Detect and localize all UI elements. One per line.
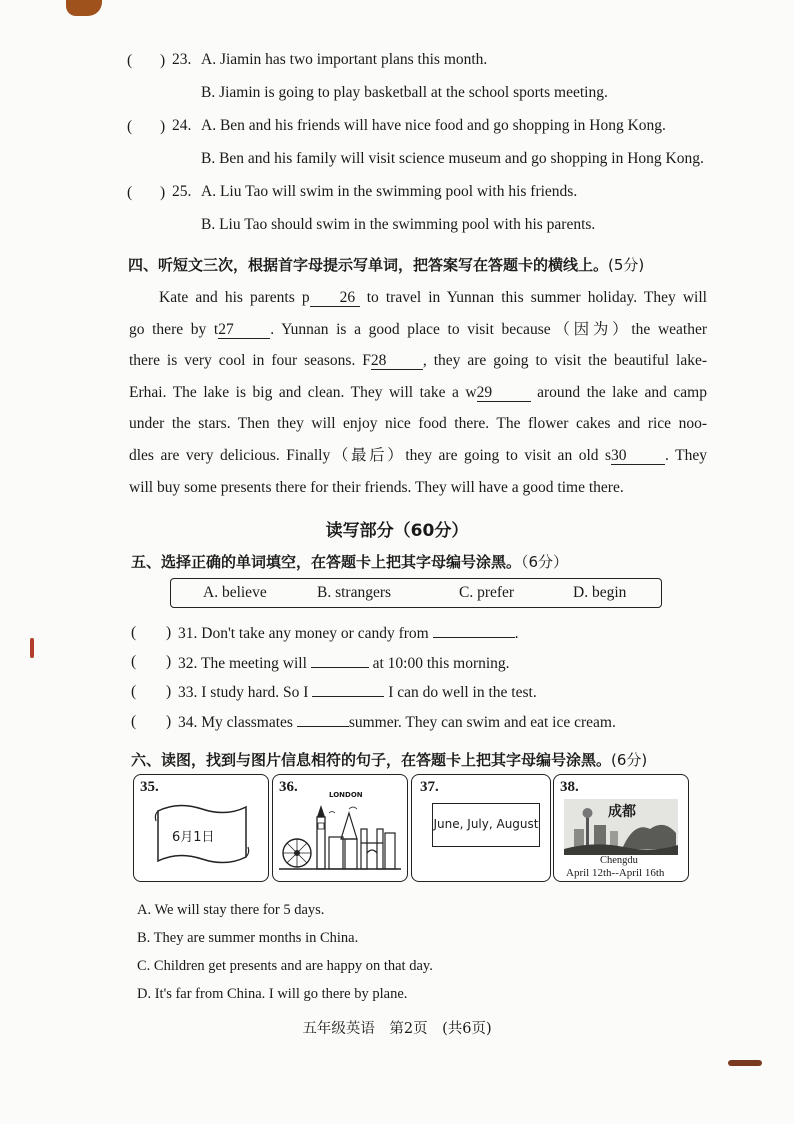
picture-number: 35.	[140, 779, 159, 795]
passage-line: go there by t27 . Yunnan is a good place to visit because（因为）the weather	[129, 320, 707, 338]
passage-line: Kate and his parents p 26 to travel in Yunnan this summer holiday. They will	[159, 289, 707, 306]
section-five-title	[131, 551, 568, 572]
passage-line: will buy some presents there for their friends. They will have a good time there.	[129, 478, 624, 496]
months-box: June, July, August	[432, 803, 540, 847]
answer-paren-close: )	[166, 624, 172, 641]
answer-paren-close: )	[160, 52, 166, 69]
part-title: 读写部分（60分）	[325, 521, 469, 541]
section-points: （6分）	[521, 553, 569, 571]
option-d: D. It's far from China. I will go there by plane.	[137, 986, 408, 1002]
passage-line: Erhai. The lake is big and clean. They will take a w29 around the lake and camp	[129, 383, 707, 401]
section-points: (6分)	[611, 751, 648, 769]
answer-paren[interactable]: (	[127, 184, 133, 201]
blank-28[interactable]: 28	[371, 352, 423, 370]
answer-paren[interactable]: (	[131, 624, 137, 641]
picture-35	[133, 774, 269, 882]
question-32: 32. The meeting will at 10:00 this morning.	[178, 655, 510, 672]
question-34: 34. My classmates summer. They can swim and eat ice cream.	[178, 714, 616, 731]
picture-36	[272, 774, 408, 882]
answer-paren[interactable]: (	[131, 683, 137, 700]
blank-27[interactable]: 27	[218, 321, 270, 339]
word-option: B. strangers	[317, 584, 392, 601]
option-a: A. We will stay there for 5 days.	[137, 902, 325, 918]
picture-number: 38.	[560, 779, 579, 795]
answer-line[interactable]	[311, 653, 369, 668]
answer-paren-close: )	[166, 653, 172, 670]
option-a: A. Liu Tao will swim in the swimming pool with his friends.	[201, 183, 578, 200]
section-title-text: 六、读图，找到与图片信息相符的句子，在答题卡上把其字母编号涂黑。	[131, 751, 612, 769]
picture-number: 36.	[279, 779, 298, 795]
question-33: 33. I study hard. So I I can do well in the test.	[178, 684, 537, 701]
option-a: A. Jiamin has two important plans this month.	[201, 51, 488, 68]
passage-line: dles are very delicious. Finally（最后）they are going to visit an old s30 . They	[129, 446, 707, 464]
answer-paren-close: )	[166, 713, 172, 730]
section-six-title	[131, 749, 647, 770]
answer-paren[interactable]: (	[131, 653, 137, 670]
city-label: LONDON	[329, 791, 363, 799]
answer-paren-close: )	[160, 118, 166, 135]
word-option: A. believe	[203, 584, 267, 601]
word-bank	[170, 578, 662, 608]
picture-37	[411, 774, 551, 882]
margin-mark	[30, 638, 34, 658]
blank-29[interactable]: 29	[477, 384, 531, 402]
section-title-text: 五、选择正确的单词填空，在答题卡上把其字母编号涂黑。	[131, 553, 522, 571]
answer-paren[interactable]: (	[127, 52, 133, 69]
option-b: B. They are summer months in China.	[137, 930, 359, 946]
picture-number: 37.	[420, 779, 439, 795]
passage-line: under the stars. Then they will enjoy nice food there. The flower cakes and rice noo-	[129, 415, 707, 433]
margin-mark-bottom	[728, 1060, 762, 1066]
question-31: 31. Don't take any money or candy from .	[178, 625, 519, 642]
blank-30[interactable]: 30	[611, 447, 665, 465]
date-text: 6月1日	[172, 830, 215, 845]
section-four-title	[128, 254, 644, 275]
option-b: B. Liu Tao should swim in the swimming pool with his parents.	[201, 216, 596, 233]
question-number: 23.	[172, 51, 192, 68]
blank-26[interactable]: 26	[310, 289, 360, 307]
option-b: B. Jiamin is going to play basketball at the school sports meeting.	[201, 84, 608, 101]
answer-paren[interactable]: (	[131, 713, 137, 730]
option-c: C. Children get presents and are happy on that day.	[137, 958, 433, 974]
page-footer: 五年级英语 第2页 (共6页)	[302, 1021, 492, 1037]
option-a: A. Ben and his friends will have nice food and go shopping in Hong Kong.	[201, 117, 666, 134]
section-title-text: 四、听短文三次，根据首字母提示写单词，把答案写在答题卡的横线上。	[128, 256, 609, 274]
answer-paren[interactable]: (	[127, 118, 133, 135]
question-number: 24.	[172, 117, 192, 134]
city-caption: Chengdu	[600, 855, 638, 866]
london-skyline-icon	[279, 803, 401, 875]
word-option: C. prefer	[459, 584, 515, 601]
page-corner-mark	[66, 0, 102, 16]
city-name-cn: 成都	[608, 804, 636, 820]
passage-line: there is very cool in four seasons. F28 , they are going to visit the beautiful lake-	[129, 352, 707, 370]
word-option: D. begin	[573, 584, 627, 601]
section-points: (5分)	[608, 256, 645, 274]
answer-paren-close: )	[160, 184, 166, 201]
question-number: 25.	[172, 183, 192, 200]
answer-line[interactable]	[433, 623, 515, 638]
date-range: April 12th--April 16th	[566, 867, 665, 879]
answer-line[interactable]	[312, 682, 384, 697]
answer-line[interactable]	[297, 712, 349, 727]
picture-38	[553, 774, 689, 882]
passage	[129, 282, 707, 503]
option-b: B. Ben and his family will visit science museum and go shopping in Hong Kong.	[201, 150, 704, 167]
answer-paren-close: )	[166, 683, 172, 700]
